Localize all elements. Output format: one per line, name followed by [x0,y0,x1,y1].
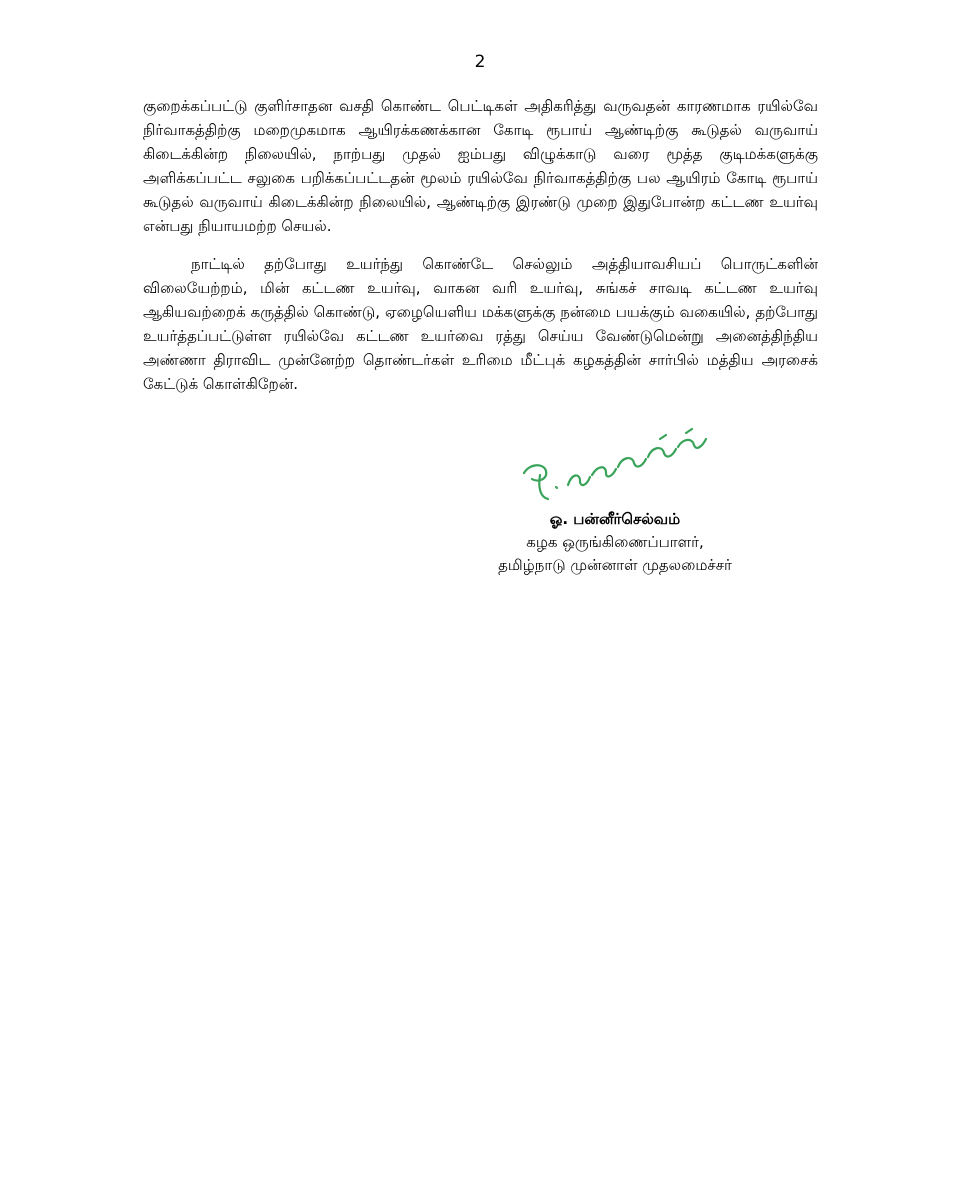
page-number: 2 [474,52,486,72]
signer-subtitle: தமிழ்நாடு முன்னாள் முதலமைச்சர் [498,556,732,574]
paragraph-continuation: குறைக்கப்பட்டு குளிர்சாதன வசதி கொண்ட பெட்டிகள் அதிகரித்து வருவதன் காரணமாக ரயில்வே நிர்வாகத்திற்கு மறைமுகமாக ஆயிரக்கணக்கான கோடி ரூபாய் ஆண்டிற்கு கூடுதல் வருவாய் கிடைக்கின்ற நிலையில், நாற்பது முதல் ஐம்பது விழுக்காடு வரை மூத்த குடிமக்களுக்கு அளிக்கப்பட்ட சலுகை பறிக்கப்பட்டதன் மூலம் ரயில்வே நிர்வாகத்திற்கு பல ஆயிரம் கோடி ரூபாய் கூடுதல் வருவாய் கிடைக்கின்ற நிலையில், ஆண்டிற்கு இரண்டு முறை இதுபோன்ற கட்டண உயர்வு என்பது நியாயமற்ற செயல். [143,97,818,235]
handwritten-signature [510,425,720,515]
signer-name: ஓ. பன்னீர்செல்வம் [549,510,681,528]
signer-title: கழக ஒருங்கிணைப்பாளர், [526,533,704,551]
document-body [143,94,818,410]
signature-block [470,425,760,585]
paragraph-request: நாட்டில் தற்போது உயர்ந்து கொண்டே செல்லும் அத்தியாவசியப் பொருட்களின் விலையேற்றம், மின் கட்டண உயர்வு, வாகன வரி உயர்வு, சுங்கச் சாவடி கட்டண உயர்வு ஆகியவற்றைக் கருத்தில் கொண்டு, ஏழையெளிய மக்களுக்கு நன்மை பயக்கும் வகையில், தற்போது உயர்த்தப்பட்டுள்ள ரயில்வே கட்டண உயர்வை ரத்து செய்ய வேண்டுமென்று அனைத்திந்திய அண்ணா திராவிட முன்னேற்ற தொண்டர்கள் உரிமை மீட்புக் கழகத்தின் சார்பில் மத்திய அரசைக் கேட்டுக் கொள்கிறேன். [143,255,818,393]
